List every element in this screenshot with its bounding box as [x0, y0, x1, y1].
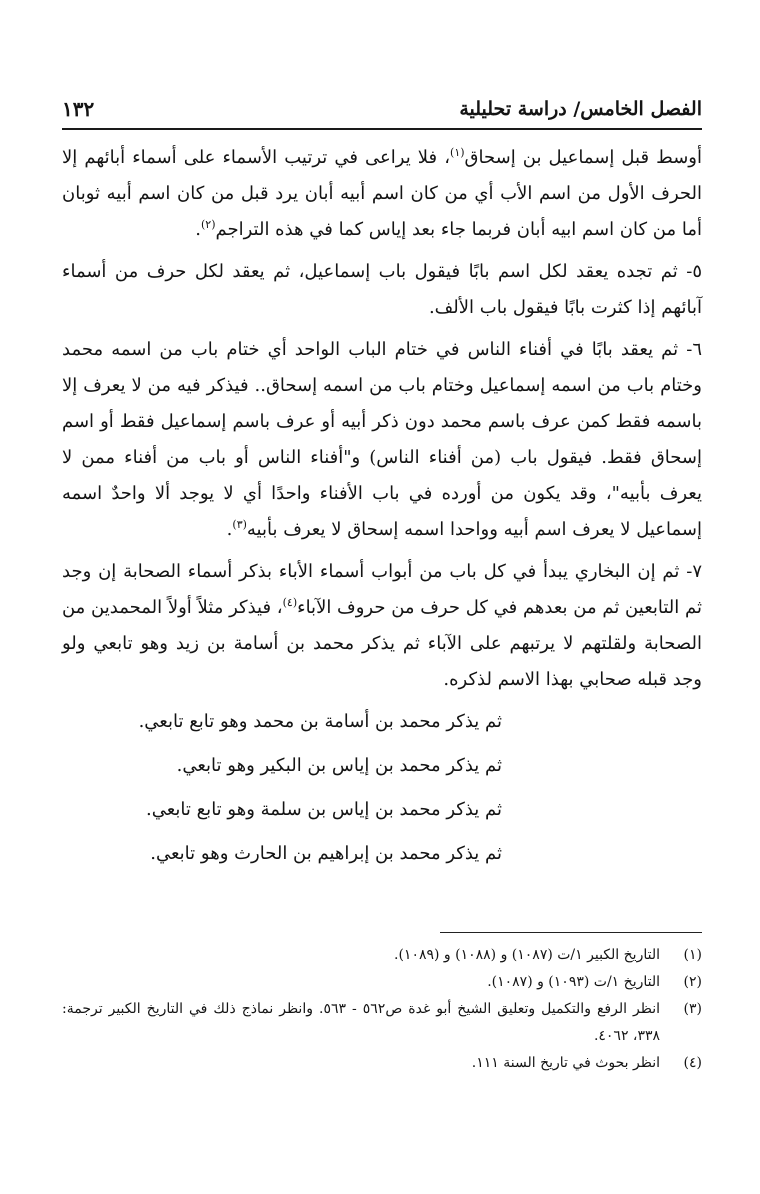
footnote-text: التاريخ ١/ت (١٠٩٣) و (١٠٨٧).	[487, 974, 660, 990]
chapter-title: الفصل الخامس/ دراسة تحليلية	[459, 98, 702, 120]
footnote-ref-1[interactable]: (١)	[450, 146, 465, 159]
footnotes	[62, 942, 702, 1077]
list-line-2: ثم يذكر محمد بن إياس بن البكير وهو تابعي.	[176, 755, 502, 776]
footnote-ref-3[interactable]: (٣)	[232, 518, 247, 531]
footnote-ref-4[interactable]: (٤)	[282, 596, 298, 609]
list-line-1: ثم يذكر محمد بن أسامة بن محمد وهو تابع تابعي.	[138, 711, 502, 732]
footnote-1	[62, 942, 702, 969]
footnote-2	[62, 969, 702, 996]
footnote-number: (١)	[683, 947, 702, 963]
paragraph-item-6: ٦- ثم يعقد بابًا في أفناء الناس في ختام الباب الواحد أي ختام باب من اسمه محمد وختام باب من اسمه إسماعيل وختام باب من اسمه إسحاق.. فيذكر فيه من لا يعرف إلا باسمه فقط كمن عرف باسم محمد دون ذكر أبيه أو عرف باسم إسماعيل فقط أو اسم إسحاق فقط. فيقول باب (من أفناء الناس) و"أفناء الناس أو باب من أفناء ممن لا يعرف بأبيه"، وقد يكون من أورده في باب الأفناء واحدًا أي لا يوجد ألا واحدٌ اسمه إسماعيل لا يعرف اسم أبيه وواحدا اسمه إسحاق لا يعرف بأبيه$^{(٣)}$.	[62, 339, 702, 540]
list-line-3: ثم يذكر محمد بن إياس بن سلمة وهو تابع تابعي.	[145, 799, 502, 820]
footnote-number: (٣)	[683, 1001, 702, 1017]
footnote-ref-2[interactable]: (٢)	[200, 218, 216, 231]
header-rule	[62, 128, 702, 130]
footnote-text: انظر بحوث في تاريخ السنة ١١١.	[471, 1055, 660, 1071]
paragraph-1: أوسط قبل إسماعيل بن إسحاق$^{(١)}$، فلا يراعى في ترتيب الأسماء على أسماء أبائهم إلا الحرف الأول من اسم الأب أي من كان اسم أبيه أبان يرد قبل من كان اسم أبيه ثوبان أما من كان اسم ابيه أبان فربما جاء بعد إياس كما في هذه التراجم$^{(٢)}$.	[62, 146, 702, 240]
page-header	[62, 92, 702, 126]
footnote-text: انظر الرفع والتكميل وتعليق الشيخ أبو غدة ص٥٦٢ - ٥٦٣. وانظر نماذج ذلك في التاريخ الكبير ترجمة: ٣٣٨، ٤٠٦٢.	[62, 1001, 660, 1044]
footnote-text: التاريخ الكبير ١/ت (١٠٨٧) و (١٠٨٨) و (١٠٨٩).	[394, 947, 660, 963]
paragraph-item-7: ٧- ثم إن البخاري يبدأ في كل باب من أبواب أسماء الأباء بذكر أسماء الصحابة إن وجد ثم التابعين ثم من بعدهم في كل حرف من حروف الآباء$^{(٤)}$، فيذكر مثلاً أولاً المحمدين من الصحابة ولقلتهم لا يرتبهم على الآباء ثم يذكر محمد بن أسامة بن زيد وهو تابعي ولو وجد قبله صحابي بهذا الاسم لذكره.	[61, 561, 702, 690]
paragraph-item-5: ٥- ثم تجده يعقد لكل اسم بابًا فيقول باب إسماعيل، ثم يعقد لكل حرف من أسماء آبائهم إذا كثرت بابًا فيقول باب الألف.	[62, 261, 702, 318]
footnote-4	[62, 1050, 702, 1077]
footnote-number: (٤)	[683, 1055, 702, 1071]
footnote-3	[62, 996, 702, 1050]
footnote-number: (٢)	[683, 974, 702, 990]
list-line-4: ثم يذكر محمد بن إبراهيم بن الحارث وهو تابعي.	[150, 843, 502, 864]
body-text	[62, 140, 702, 880]
page-number: ١٣٢	[62, 97, 95, 121]
footnote-separator	[440, 932, 702, 933]
